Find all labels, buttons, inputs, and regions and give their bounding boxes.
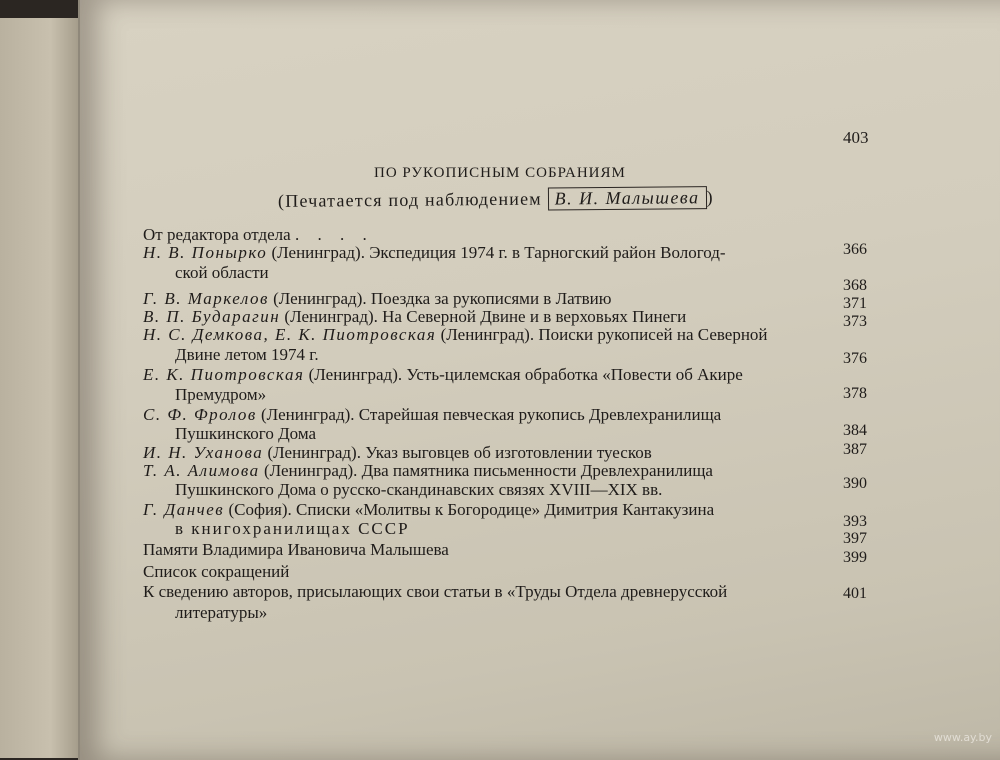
toc-entry-continuation: Пушкинского Дома [175, 424, 317, 443]
entry-page: 387 [843, 441, 867, 458]
left-page-edge [0, 18, 84, 758]
page-number: 403 [843, 128, 869, 147]
toc-entry: С. Ф. Фролов (Ленинград). Старейшая певческая рукопись Древлехранилища [143, 405, 722, 424]
entry-author: Г. В. Маркелов [143, 289, 269, 308]
editor-name-box: В. И. Малышева [547, 186, 706, 210]
toc-entry: От редактора отдела . . . . [143, 225, 374, 244]
toc-entry: Е. К. Пиотровская (Ленинград). Усть-цилемская обработка «Повести об Акире [143, 365, 743, 384]
subtitle-suffix: ) [706, 187, 714, 208]
entry-page: 378 [843, 385, 867, 402]
entry-page: 384 [843, 422, 867, 439]
toc-entry: Памяти Владимира Ивановича Малышева [143, 540, 449, 559]
entry-page: 376 [843, 350, 867, 367]
entry-author: Г. Данчев [143, 500, 225, 519]
toc-entry: Список сокращений [143, 562, 290, 581]
entry-page: 399 [843, 549, 867, 566]
section-subtitle [278, 186, 714, 213]
section-title: ПО РУКОПИСНЫМ СОБРАНИЯМ [374, 165, 626, 181]
toc-entry-continuation: в книгохранилищах СССР [175, 519, 410, 538]
entry-page: 368 [843, 277, 867, 294]
entry-author: И. Н. Уханова [143, 443, 264, 462]
entry-author: Т. А. Алимова [143, 461, 260, 480]
watermark-text: www.ay.by [933, 731, 992, 744]
entry-page: 373 [843, 313, 867, 330]
entry-author: В. П. Бударагин [143, 307, 281, 326]
toc-entry-continuation: Премудром» [175, 385, 267, 404]
toc-entry: В. П. Бударагин (Ленинград). На Северной Двине и в верховьях Пинеги [143, 307, 687, 326]
subtitle-prefix: (Печатается под наблюдением [277, 188, 548, 211]
entry-author: Н. С. Демкова, Е. К. Пиотровская [143, 325, 437, 344]
entry-page: 390 [843, 475, 867, 492]
toc-entry: Н. С. Демкова, Е. К. Пиотровская (Ленинград). Поиски рукописей на Северной [143, 325, 768, 344]
toc-entry: Г. Данчев (София). Списки «Молитвы к Богородице» Димитрия Кантакузина [143, 500, 715, 519]
entry-page: 401 [843, 585, 867, 602]
entry-page: 393 [843, 513, 867, 530]
entry-page: 397 [843, 530, 867, 547]
entry-author: Н. В. Понырко [143, 243, 268, 262]
toc-entry-continuation: Двине летом 1974 г. [175, 345, 319, 364]
toc-entry: И. Н. Уханова (Ленинград). Указ выговцев об изготовлении туесков [143, 443, 652, 462]
toc-entry: К сведению авторов, присылающих свои статьи в «Труды Отдела древнерусской [143, 582, 728, 601]
toc-entry-continuation: литературы» [175, 603, 268, 622]
entry-page: 371 [843, 295, 867, 312]
toc-entry: Г. В. Маркелов (Ленинград). Поездка за рукописями в Латвию [143, 289, 612, 308]
toc-entry-continuation: ской области [175, 263, 269, 282]
toc-entry: Н. В. Понырко (Ленинград). Экспедиция 1974 г. в Тарногский район Вологод- [143, 243, 726, 262]
entry-page: 366 [843, 241, 867, 258]
entry-author: С. Ф. Фролов [143, 405, 257, 424]
toc-entry-continuation: Пушкинского Дома о русско-скандинавских связях XVIII—XIX вв. [175, 480, 663, 499]
entry-author: Е. К. Пиотровская [143, 365, 305, 384]
toc-entry: Т. А. Алимова (Ленинград). Два памятника письменности Древлехранилища [143, 461, 713, 480]
